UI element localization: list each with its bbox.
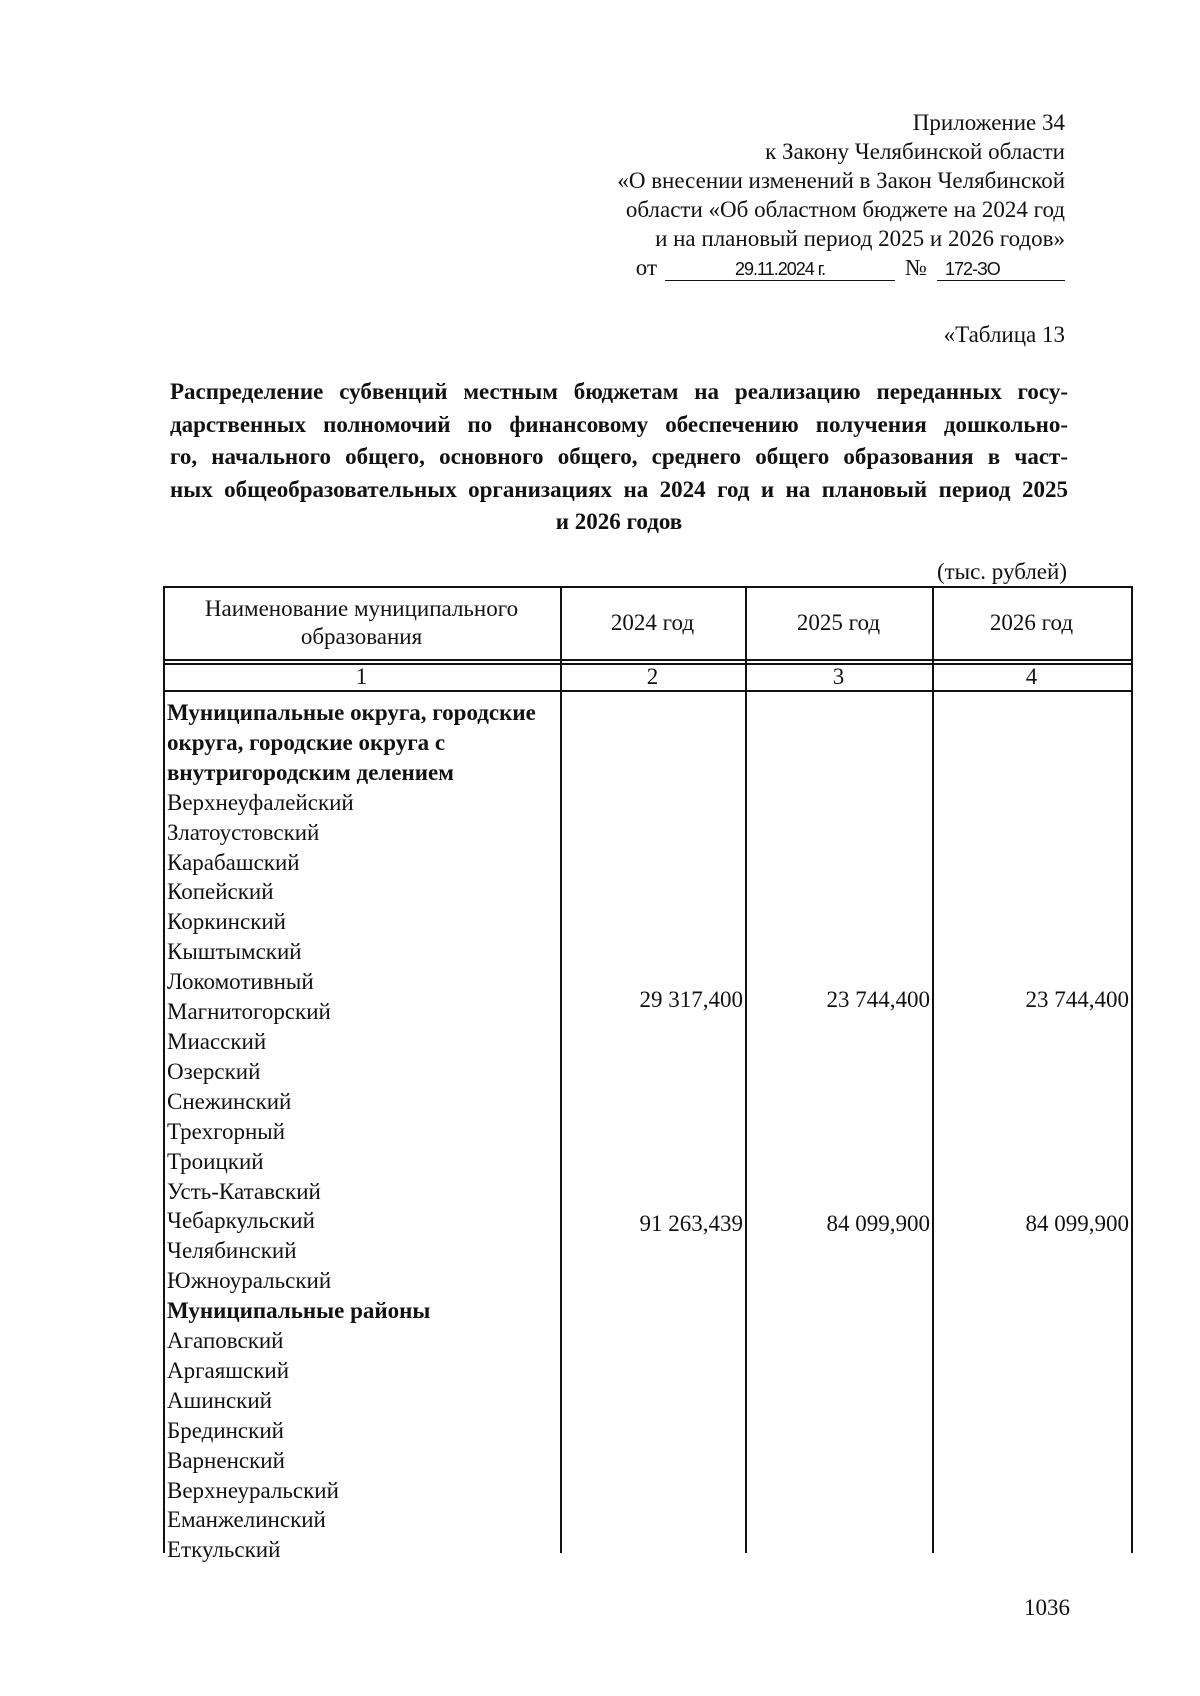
municipality-name: Кыштымский — [167, 939, 302, 965]
municipality-name: Троицкий — [167, 1148, 264, 1174]
column-number: 2 — [646, 663, 659, 689]
column-number: 3 — [832, 663, 845, 689]
municipality-name: Агаповский — [167, 1328, 284, 1354]
table-rule — [1131, 586, 1133, 1553]
value-2026: 84 099,900 — [1025, 1211, 1129, 1236]
table-rule — [163, 690, 1133, 692]
column-number: 4 — [1025, 663, 1038, 689]
municipality-name: Миасский — [167, 1028, 267, 1054]
appendix-line: «О внесении изменений в Закон Челябинской — [617, 168, 1065, 193]
heading-line: ных общеобразовательных организациях на 2024 год и на плановый период 2025 — [170, 476, 1068, 502]
value-2025: 23 744,400 — [826, 987, 930, 1012]
subvention-table — [163, 586, 1133, 1563]
municipality-name: Ашинский — [167, 1387, 272, 1413]
heading-line: го, начального общего, основного общего, среднего общего образования в част- — [170, 444, 1068, 469]
value-2025: 84 099,900 — [826, 1211, 930, 1236]
table-rule — [163, 586, 165, 1553]
law-date: 29.11.2024 г. — [665, 258, 895, 281]
municipality-name: Локомотивный — [167, 969, 314, 995]
municipality-name: Коркинский — [167, 909, 286, 935]
municipality-name: Варненский — [167, 1447, 285, 1473]
document-heading — [170, 376, 1068, 539]
heading-line: Распределение субвенций местным бюджетам на реализацию переданных госу- — [170, 379, 1068, 404]
value-2024: 29 317,400 — [639, 987, 743, 1012]
municipality-name: Аргаяшский — [167, 1357, 290, 1383]
table-rule — [932, 586, 934, 1553]
appendix-header — [617, 108, 1065, 282]
value-2024: 91 263,439 — [639, 1211, 743, 1236]
municipality-name: Карабашский — [167, 849, 300, 875]
municipality-name: Верхнеуфалейский — [167, 789, 354, 815]
municipality-name: Верхнеуральский — [167, 1477, 339, 1503]
municipality-name: Еманжелинский — [167, 1507, 326, 1533]
column-number: 1 — [355, 663, 368, 689]
page-number: 1036 — [1024, 1595, 1070, 1620]
appendix-line: и на плановый период 2025 и 2026 годов» — [655, 226, 1065, 251]
law-number: 172-ЗО — [937, 258, 1065, 281]
law-signature-line — [617, 253, 1065, 282]
municipality-name: Снежинский — [167, 1088, 292, 1114]
heading-line: и 2026 годов — [555, 509, 683, 534]
date-prefix: от — [635, 255, 658, 280]
municipality-name: Чебаркульский — [167, 1208, 315, 1234]
municipality-name: Еткульский — [167, 1537, 281, 1563]
table-rule — [560, 586, 562, 1553]
municipality-name: Брединский — [167, 1417, 284, 1443]
value-2026: 23 744,400 — [1025, 987, 1129, 1012]
municipality-name: Трехгорный — [167, 1118, 286, 1144]
municipality-name: Магнитогорский — [167, 999, 331, 1025]
header-2026: 2026 год — [989, 609, 1074, 635]
municipality-name: Златоустовский — [167, 819, 320, 845]
group-heading: Муниципальные районы — [167, 1298, 431, 1324]
heading-line: дарственных полномочий по финансовому обеспечению получения дошкольно- — [170, 411, 1068, 437]
table-rule — [163, 659, 1133, 661]
municipality-name: Усть-Катавский — [167, 1178, 321, 1204]
municipality-name: Южноуральский — [167, 1268, 332, 1294]
appendix-line: Приложение 34 — [912, 110, 1065, 135]
header-2024: 2024 год — [610, 609, 695, 635]
group-heading: Муниципальные округа, городские округа, городские округа с внутригородским делением — [167, 700, 536, 785]
table-label: «Таблица 13 — [943, 322, 1065, 347]
header-2025: 2025 год — [796, 609, 881, 635]
units-note: (тыс. рублей) — [936, 559, 1067, 584]
number-prefix: № — [905, 255, 927, 280]
municipality-name: Озерский — [167, 1058, 261, 1084]
municipality-name: Копейский — [167, 879, 274, 905]
appendix-line: к Закону Челябинской области — [765, 139, 1065, 164]
municipality-list — [167, 698, 547, 1565]
appendix-line: области «Об областном бюджете на 2024 год — [625, 197, 1065, 222]
header-name: Наименование муниципального образования — [204, 595, 519, 649]
municipality-name: Челябинский — [167, 1238, 297, 1264]
table-rule — [745, 586, 747, 1553]
